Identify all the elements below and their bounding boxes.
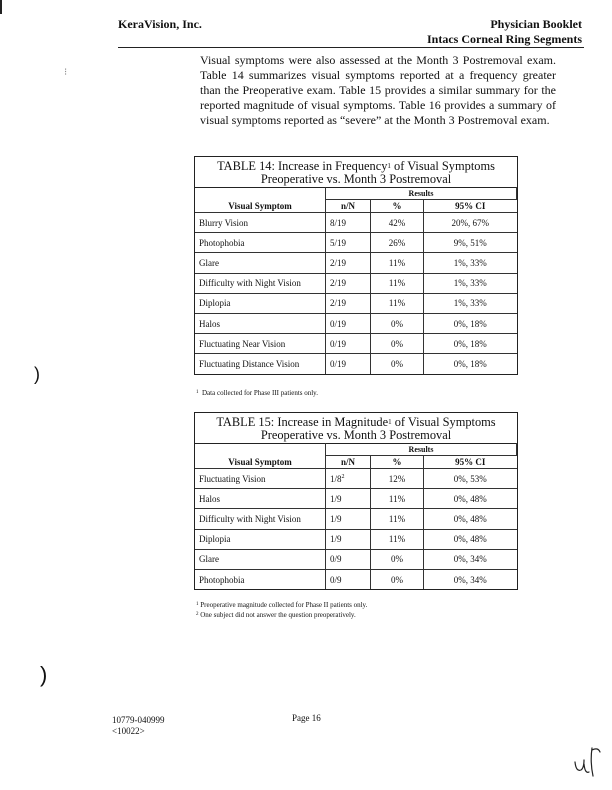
symptom-cell: Glare: [195, 253, 326, 273]
footnote-text: Data collected for Phase III patients only.: [202, 389, 318, 397]
symptom-cell: Fluctuating Distance Vision: [195, 354, 326, 374]
nN-cell: 2/19: [326, 273, 371, 293]
table-row: [195, 489, 517, 509]
percent-cell: 11%: [371, 273, 424, 293]
table-row: [195, 233, 517, 253]
ci-cell: 0%, 18%: [424, 313, 517, 333]
table-row: [195, 273, 517, 293]
table-14-title-text: TABLE 14: Increase in Frequency: [217, 159, 388, 173]
table-row: [195, 549, 517, 569]
symptom-cell: Diplopia: [195, 529, 326, 549]
table-15-footnote-1: [196, 601, 367, 609]
table-14-footnote: [196, 389, 318, 397]
column-header: %: [371, 200, 424, 213]
table-header-blank: [195, 188, 326, 200]
table-row: [195, 569, 517, 589]
results-header: Results: [326, 188, 517, 200]
footnote-marker: 2: [341, 473, 345, 480]
nN-cell: 0/19: [326, 334, 371, 354]
nN-cell: 0/19: [326, 354, 371, 374]
handwritten-initials: [572, 742, 602, 778]
intro-paragraph: Visual symptoms were also assessed at the Month 3 Postremoval exam. Table 14 summarizes visual symptoms reported at a frequency greater than the Preoperative exam. Table 15 provides a similar summary for the reported magnitude of visual symptoms. Table 16 provides a summary of visual symptoms reported as “severe” at the Month 3 Postremoval exam.: [200, 53, 556, 127]
header-rule: [118, 47, 584, 48]
page-number: Page 16: [292, 713, 321, 723]
column-header: n/N: [326, 200, 371, 213]
nN-cell: [326, 469, 371, 489]
margin-mark: ): [40, 662, 48, 687]
symptom-cell: Halos: [195, 313, 326, 333]
table-15-grid: [195, 443, 517, 589]
ci-cell: 0%, 34%: [424, 549, 517, 569]
percent-cell: 11%: [371, 489, 424, 509]
column-header: %: [371, 456, 424, 469]
table-14: [194, 156, 518, 375]
table-15: [194, 412, 518, 590]
ci-cell: 0%, 48%: [424, 489, 517, 509]
percent-cell: 11%: [371, 529, 424, 549]
document-number: 10779-040999: [112, 715, 165, 725]
ci-cell: 9%, 51%: [424, 233, 517, 253]
symptom-cell: Difficulty with Night Vision: [195, 509, 326, 529]
margin-mark: [0, 0, 2, 14]
table-row: [195, 529, 517, 549]
table-14-subtitle: Preoperative vs. Month 3 Postremoval: [260, 172, 452, 186]
nN-cell: 5/19: [326, 233, 371, 253]
ci-cell: 0%, 53%: [424, 469, 517, 489]
footnote-marker: 1: [196, 602, 199, 607]
percent-cell: 0%: [371, 313, 424, 333]
table-14-title: [195, 157, 517, 187]
nN-cell: 1/9: [326, 529, 371, 549]
symptom-cell: Fluctuating Near Vision: [195, 334, 326, 354]
column-header: Visual Symptom: [195, 456, 326, 469]
ci-cell: 20%, 67%: [424, 213, 517, 233]
table-15-footnote-2: [196, 611, 356, 619]
symptom-cell: Blurry Vision: [195, 213, 326, 233]
ci-cell: 1%, 33%: [424, 293, 517, 313]
column-header: Visual Symptom: [195, 200, 326, 213]
nN-cell: 0/9: [326, 549, 371, 569]
percent-cell: 0%: [371, 334, 424, 354]
ci-cell: 0%, 48%: [424, 529, 517, 549]
table-row: [195, 354, 517, 374]
table-row: [195, 293, 517, 313]
nN-cell: 8/19: [326, 213, 371, 233]
nN-value: 1/8: [330, 473, 342, 484]
table-15-title-text-2: of Visual Symptoms: [391, 415, 496, 429]
document-reference: <10022>: [112, 726, 145, 736]
percent-cell: 11%: [371, 509, 424, 529]
product-title: Intacs Corneal Ring Segments: [427, 32, 582, 46]
table-row: [195, 509, 517, 529]
percent-cell: 26%: [371, 233, 424, 253]
margin-mark: ⁝: [64, 67, 68, 78]
ci-cell: 1%, 33%: [424, 273, 517, 293]
table-14-title-sup: 1: [387, 162, 391, 170]
percent-cell: 0%: [371, 549, 424, 569]
table-15-title-sup: 1: [388, 418, 392, 426]
nN-cell: 1/9: [326, 509, 371, 529]
table-row: [195, 334, 517, 354]
symptom-cell: Fluctuating Vision: [195, 469, 326, 489]
company-name: KeraVision, Inc.: [118, 17, 202, 31]
footnote-marker: 2: [196, 612, 199, 617]
symptom-cell: Halos: [195, 489, 326, 509]
footnote-text: Preoperative magnitude collected for Phase II patients only.: [200, 601, 368, 609]
percent-cell: 11%: [371, 293, 424, 313]
symptom-cell: Glare: [195, 549, 326, 569]
percent-cell: 42%: [371, 213, 424, 233]
results-header: Results: [326, 444, 517, 456]
table-row: [195, 213, 517, 233]
percent-cell: 11%: [371, 253, 424, 273]
margin-mark: ): [34, 364, 40, 384]
table-row: [195, 313, 517, 333]
booklet-title: Physician Booklet: [490, 17, 582, 31]
percent-cell: 12%: [371, 469, 424, 489]
column-header: 95% CI: [424, 200, 517, 213]
ci-cell: 0%, 18%: [424, 354, 517, 374]
ci-cell: 1%, 33%: [424, 253, 517, 273]
table-row: [195, 253, 517, 273]
nN-cell: 1/9: [326, 489, 371, 509]
nN-cell: 2/19: [326, 253, 371, 273]
ci-cell: 0%, 34%: [424, 569, 517, 589]
ci-cell: 0%, 48%: [424, 509, 517, 529]
nN-cell: 2/19: [326, 293, 371, 313]
footnote-marker: 1: [196, 390, 199, 395]
nN-cell: 0/9: [326, 569, 371, 589]
percent-cell: 0%: [371, 354, 424, 374]
symptom-cell: Difficulty with Night Vision: [195, 273, 326, 293]
table-15-subtitle: Preoperative vs. Month 3 Postremoval: [260, 428, 452, 442]
footnote-text: One subject did not answer the question preoperatively.: [200, 611, 356, 619]
table-header-blank: [195, 444, 326, 456]
table-row: [195, 469, 517, 489]
symptom-cell: Photophobia: [195, 233, 326, 253]
nN-cell: 0/19: [326, 313, 371, 333]
table-15-title: [195, 413, 517, 443]
column-header: 95% CI: [424, 456, 517, 469]
column-header: n/N: [326, 456, 371, 469]
percent-cell: 0%: [371, 569, 424, 589]
table-14-grid: [195, 187, 517, 374]
ci-cell: 0%, 18%: [424, 334, 517, 354]
table-14-title-text-2: of Visual Symptoms: [390, 159, 495, 173]
table-15-title-text: TABLE 15: Increase in Magnitude: [216, 415, 389, 429]
symptom-cell: Diplopia: [195, 293, 326, 313]
symptom-cell: Photophobia: [195, 569, 326, 589]
